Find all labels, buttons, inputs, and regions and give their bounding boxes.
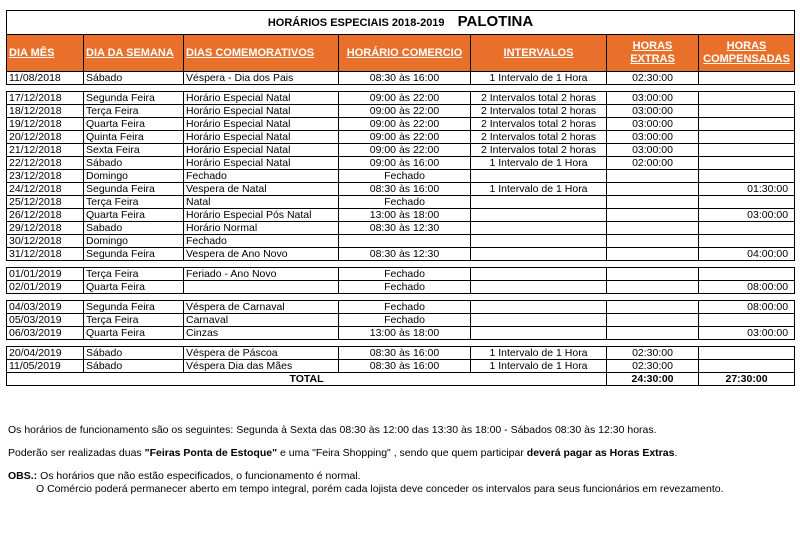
table-cell: 03:00:00 [607,131,699,144]
note-obs [8,470,788,483]
table-cell [607,209,699,222]
table-cell: 02:30:00 [607,360,699,373]
total-row [7,373,795,386]
table-row [7,281,795,294]
gap-cell [7,85,795,92]
table-cell: 18/12/2018 [7,105,84,118]
table-row [7,196,795,209]
table-cell [339,235,471,248]
table-cell [471,196,607,209]
table-cell [699,131,795,144]
table-cell: 02:00:00 [607,157,699,170]
table-cell: 04/03/2019 [7,301,84,314]
table-cell: 03:00:00 [607,105,699,118]
table-cell: 23/12/2018 [7,170,84,183]
note-feiras-bold: "Feiras Ponta de Estoque" [144,447,278,459]
table-cell [699,157,795,170]
table-cell: 01/01/2019 [7,268,84,281]
table-cell: 09:00 às 22:00 [339,118,471,131]
table-cell: 1 Intervalo de 1 Hora [471,157,607,170]
table-cell: Cinzas [184,327,339,340]
table-cell: Sábado [84,360,184,373]
table-cell [699,170,795,183]
table-cell: 1 Intervalo de 1 Hora [471,183,607,196]
table-row [7,301,795,314]
col-intervalos: INTERVALOS [471,35,607,72]
table-cell [607,281,699,294]
table-cell: Fechado [339,196,471,209]
table-cell: 1 Intervalo de 1 Hora [471,347,607,360]
table-cell: 22/12/2018 [7,157,84,170]
table-cell: Segunda Feira [84,92,184,105]
total-horas-extras: 24:30:00 [607,373,699,386]
total-label: TOTAL [7,373,607,386]
table-cell: 09:00 às 22:00 [339,105,471,118]
col-dia-semana: DIA DA SEMANA [84,35,184,72]
table-cell: Segunda Feira [84,248,184,261]
table-cell [699,268,795,281]
table-cell [699,222,795,235]
table-cell: Horário Especial Natal [184,131,339,144]
table-cell: 11/05/2019 [7,360,84,373]
table-cell: 24/12/2018 [7,183,84,196]
table-cell: 20/04/2019 [7,347,84,360]
table-cell [607,301,699,314]
table-cell: Horário Especial Pós Natal [184,209,339,222]
table-cell: Sábado [84,157,184,170]
table-cell: Terça Feira [84,314,184,327]
table-cell: Véspera de Páscoa [184,347,339,360]
table-cell: Véspera - Dia dos Pais [184,72,339,85]
obs-label: OBS.: [8,470,38,482]
table-cell [699,144,795,157]
table-cell [699,72,795,85]
table-cell: Vespera de Natal [184,183,339,196]
table-cell: Natal [184,196,339,209]
table-cell: 2 Intervalos total 2 horas [471,92,607,105]
table-cell [699,347,795,360]
table-row [7,183,795,196]
table-cell: Quarta Feira [84,209,184,222]
table-cell: Fechado [339,281,471,294]
table-cell: Véspera Dia das Mães [184,360,339,373]
table-cell: 08:30 às 12:30 [339,222,471,235]
table-cell [471,281,607,294]
table-cell [471,248,607,261]
col-horas-extras: HORAS EXTRAS [607,35,699,72]
table-row [7,157,795,170]
table-cell [699,235,795,248]
table-cell: Domingo [84,170,184,183]
table-cell: Horário Especial Natal [184,105,339,118]
table-cell: 08:30 às 16:00 [339,72,471,85]
table-cell: 21/12/2018 [7,144,84,157]
table-row [7,118,795,131]
title-main: HORÁRIOS ESPECIAIS 2018-2019 [267,17,445,29]
table-cell [471,222,607,235]
table-cell: 04:00:00 [699,248,795,261]
table-cell [471,235,607,248]
table-cell: 06/03/2019 [7,327,84,340]
table-cell: Sabado [84,222,184,235]
table-cell [607,196,699,209]
table-title [7,11,795,35]
table-cell [471,268,607,281]
table-cell: Sexta Feira [84,144,184,157]
table-cell: Terça Feira [84,105,184,118]
table-cell: Sábado [84,72,184,85]
table-cell: 31/12/2018 [7,248,84,261]
table-row [7,105,795,118]
gap-cell [7,340,795,347]
table-cell: 03:00:00 [607,92,699,105]
table-cell [607,268,699,281]
table-cell: 05/03/2019 [7,314,84,327]
table-row [7,72,795,85]
note-horarios: Os horários de funcionamento são os seguintes: Segunda à Sexta das 08:30 às 12:00 das 13:30 às 18:00 - Sábados 08:30 às 12:30 horas. [8,424,657,436]
table-cell: 25/12/2018 [7,196,84,209]
table-cell: Fechado [339,268,471,281]
table-cell: Horário Especial Natal [184,92,339,105]
table-cell: 2 Intervalos total 2 horas [471,118,607,131]
table-cell: Terça Feira [84,268,184,281]
table-cell: 09:00 às 22:00 [339,92,471,105]
table-cell: 26/12/2018 [7,209,84,222]
table-cell [699,196,795,209]
schedule-sheet [6,10,794,386]
table-cell: Sábado [84,347,184,360]
table-row [7,327,795,340]
table-cell: Quarta Feira [84,118,184,131]
table-cell: 17/12/2018 [7,92,84,105]
table-cell: 2 Intervalos total 2 horas [471,144,607,157]
col-dia-mes: DIA MÊS [7,35,84,72]
table-cell: Horário Especial Natal [184,144,339,157]
note-feiras-text-2: e uma "Feira Shopping" , sendo que quem participar [277,447,527,459]
table-cell: Quarta Feira [84,327,184,340]
table-cell [699,314,795,327]
table-cell: 08:30 às 16:00 [339,360,471,373]
table-cell: Terça Feira [84,196,184,209]
table-cell [699,118,795,131]
table-cell [471,314,607,327]
table-cell: 2 Intervalos total 2 horas [471,131,607,144]
table-cell: 08:30 às 12:30 [339,248,471,261]
table-cell [699,105,795,118]
gap-cell [7,294,795,301]
col-horas-compensadas: HORAS COMPENSADAS [699,35,795,72]
table-cell: Fechado [339,170,471,183]
notes-section [8,424,788,506]
table-cell [471,327,607,340]
table-cell: Segunda Feira [84,301,184,314]
table-cell: 09:00 às 22:00 [339,144,471,157]
note-feiras-bold-2: deverá pagar as Horas Extras [526,447,675,459]
table-cell: 01:30:00 [699,183,795,196]
row-gap [7,340,795,347]
table-cell: 29/12/2018 [7,222,84,235]
table-row [7,360,795,373]
table-cell: 03:00:00 [607,118,699,131]
table-cell: 13:00 às 18:00 [339,327,471,340]
schedule-table [6,10,795,386]
header-row [7,35,795,72]
table-cell: Domingo [84,235,184,248]
table-cell: Segunda Feira [84,183,184,196]
row-gap [7,85,795,92]
col-dias-comemorativos: DIAS COMEMORATIVOS [184,35,339,72]
table-cell: Horário Especial Natal [184,157,339,170]
table-cell: 02:30:00 [607,347,699,360]
gap-cell [7,261,795,268]
table-cell: 03:00:00 [607,144,699,157]
table-cell [471,209,607,222]
table-row [7,235,795,248]
table-cell: Carnaval [184,314,339,327]
table-cell: Fechado [339,314,471,327]
table-cell: 09:00 às 22:00 [339,131,471,144]
table-cell [607,183,699,196]
table-cell: 03:00:00 [699,327,795,340]
table-cell: 02/01/2019 [7,281,84,294]
table-cell: 08:00:00 [699,301,795,314]
table-cell: Fechado [339,301,471,314]
table-cell: Vespera de Ano Novo [184,248,339,261]
table-row [7,268,795,281]
note-obs-2: O Comércio poderá permanecer aberto em tempo integral, porém cada lojista deve conceder os intervalos para seus funcionários em revezamento. [36,483,724,495]
table-cell: Quarta Feira [84,281,184,294]
table-cell: Fechado [184,235,339,248]
table-row [7,131,795,144]
table-cell [699,92,795,105]
table-cell: Fechado [184,170,339,183]
total-horas-compensadas: 27:30:00 [699,373,795,386]
table-cell: 09:00 às 16:00 [339,157,471,170]
table-row [7,209,795,222]
table-row [7,92,795,105]
table-cell [607,170,699,183]
note-feiras-text: Poderão ser realizadas duas [8,447,145,459]
table-cell [607,327,699,340]
table-row [7,144,795,157]
table-row [7,248,795,261]
table-cell: 19/12/2018 [7,118,84,131]
table-cell: 11/08/2018 [7,72,84,85]
row-gap [7,261,795,268]
table-cell: 1 Intervalo de 1 Hora [471,360,607,373]
col-horario-comercio: HORÁRIO COMERCIO [339,35,471,72]
title-place: PALOTINA [457,13,534,30]
table-cell: Feriado - Ano Novo [184,268,339,281]
table-cell: 02:30:00 [607,72,699,85]
table-cell: Horário Normal [184,222,339,235]
table-cell: 30/12/2018 [7,235,84,248]
table-cell [471,301,607,314]
table-row [7,170,795,183]
table-cell [184,281,339,294]
note-feiras-end: . [674,447,678,459]
table-cell [607,314,699,327]
table-cell [607,248,699,261]
table-cell [607,235,699,248]
row-gap [7,294,795,301]
table-cell: 08:30 às 16:00 [339,347,471,360]
obs-text-1: Os horários que não estão especificados, o funcionamento é normal. [37,470,361,482]
table-cell: Quinta Feira [84,131,184,144]
table-cell: 08:00:00 [699,281,795,294]
table-cell [607,222,699,235]
table-cell: 2 Intervalos total 2 horas [471,105,607,118]
table-row [7,347,795,360]
table-cell: 1 Intervalo de 1 Hora [471,72,607,85]
table-cell: Horário Especial Natal [184,118,339,131]
table-row [7,222,795,235]
table-cell: 20/12/2018 [7,131,84,144]
table-cell [471,170,607,183]
table-cell [699,360,795,373]
table-cell: 08:30 às 16:00 [339,183,471,196]
table-cell: 03:00:00 [699,209,795,222]
table-row [7,314,795,327]
note-feiras [8,447,788,460]
table-cell: Véspera de Carnaval [184,301,339,314]
table-cell: 13:00 às 18:00 [339,209,471,222]
